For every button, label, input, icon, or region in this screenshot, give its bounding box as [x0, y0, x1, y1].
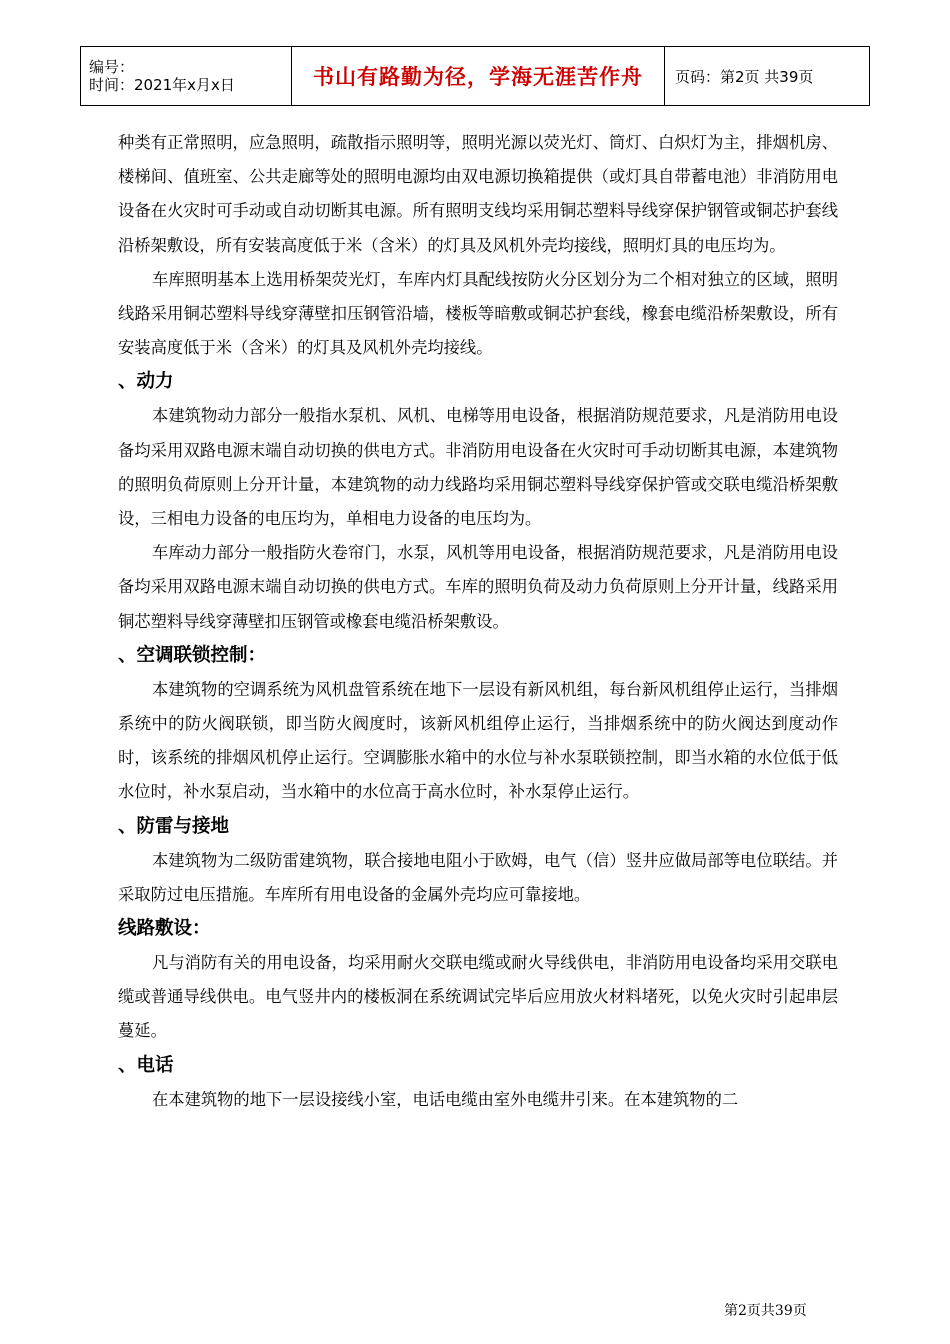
- section-heading: 线路敷设：: [118, 918, 211, 940]
- header-page-label: 页码：第2页 共39页: [675, 67, 814, 86]
- body-paragraph: 车库动力部分一般指防火卷帘门，水泵，风机等用电设备，根据消防规范要求，凡是消防用电设备均采用双路电源末端自动切换的供电方式。车库的照明负荷及动力负荷原则上分开计量，线路采用铜芯塑料导线穿薄壁扣压钢管或橡套电缆沿桥架敷设。: [118, 543, 838, 631]
- section-heading: 、电话: [118, 1054, 174, 1076]
- body-paragraph: 本建筑物的空调系统为风机盘管系统在地下一层设有新风机组，每台新风机组停止运行，当排烟系统中的防火阀联锁，即当防火阀度时，该新风机组停止运行，当排烟系统中的防火阀达到度动作时，该系统的排烟风机停止运行。空调膨胀水箱中的水位与补水泵联锁控制，即当水箱的水位低于低水位时，补水泵启动，当水箱中的水位高于高水位时，补水泵停止运行。: [118, 679, 838, 802]
- body-paragraph: 本建筑物动力部分一般指水泵机、风机、电梯等用电设备，根据消防规范要求，凡是消防用电设备均采用双路电源末端自动切换的供电方式。非消防用电设备在火灾时可手动切断其电源，本建筑物的照明负荷原则上分开计量，本建筑物的动力线路均采用铜芯塑料导线穿保护管或交联电缆沿桥架敷设，三相电力设备的电压均为，单相电力设备的电压均为。: [118, 406, 838, 529]
- section-heading: 、防雷与接地: [118, 815, 230, 837]
- body-paragraph: 凡与消防有关的用电设备，均采用耐火交联电缆或耐火导线供电，非消防用电设备均采用交联电缆或普通导线供电。电气竖井内的楼板洞在系统调试完毕后应用放火材料堵死，以免火灾时引起串层蔓延。: [118, 953, 838, 1041]
- body-paragraph: 种类有正常照明，应急照明，疏散指示照明等，照明光源以荧光灯、筒灯、白炽灯为主，排烟机房、楼梯间、值班室、公共走廊等处的照明电源均由双电源切换箱提供（或灯具自带蓄电池）非消防用电设备在火灾时可手动或自动切断其电源。所有照明支线均采用铜芯塑料导线穿保护钢管或铜芯护套线沿桥架敷设，所有安装高度低于米（含米）的灯具及风机外壳均接线，照明灯具的电压均为。: [118, 133, 838, 255]
- document-number-label: 编号：: [89, 58, 135, 76]
- body-paragraph: 本建筑物为二级防雷建筑物，联合接地电阻小于欧姆，电气（信）竖井应做局部等电位联结。并采取防过电压措施。车库所有用电设备的金属外壳均应可靠接地。: [118, 850, 838, 904]
- section-heading: 、空调联锁控制：: [118, 644, 267, 666]
- footer-page-number: 第2页共39页: [724, 1303, 807, 1319]
- section-heading: 、动力: [118, 371, 174, 393]
- header-table: [80, 46, 870, 106]
- header-info-cell: [81, 47, 292, 106]
- document-body: [118, 126, 838, 1117]
- body-paragraph: 车库照明基本上选用桥架荧光灯，车库内灯具配线按防火分区划分为二个相对独立的区域，照明线路采用铜芯塑料导线穿薄壁扣压钢管沿墙，楼板等暗敷或铜芯护套线，橡套电缆沿桥架敷设，所有安装高度低于米（含米）的灯具及风机外壳均接线。: [118, 269, 838, 358]
- header-motto: 书山有路勤为径，学海无涯苦作舟: [313, 65, 643, 89]
- document-time-label: 时间：2021年x月x日: [89, 76, 235, 94]
- body-paragraph: 在本建筑物的地下一层设接线小室，电话电缆由室外电缆井引来。在本建筑物的二: [152, 1089, 739, 1109]
- header-page-cell: [665, 47, 870, 106]
- header-motto-cell: [292, 47, 665, 106]
